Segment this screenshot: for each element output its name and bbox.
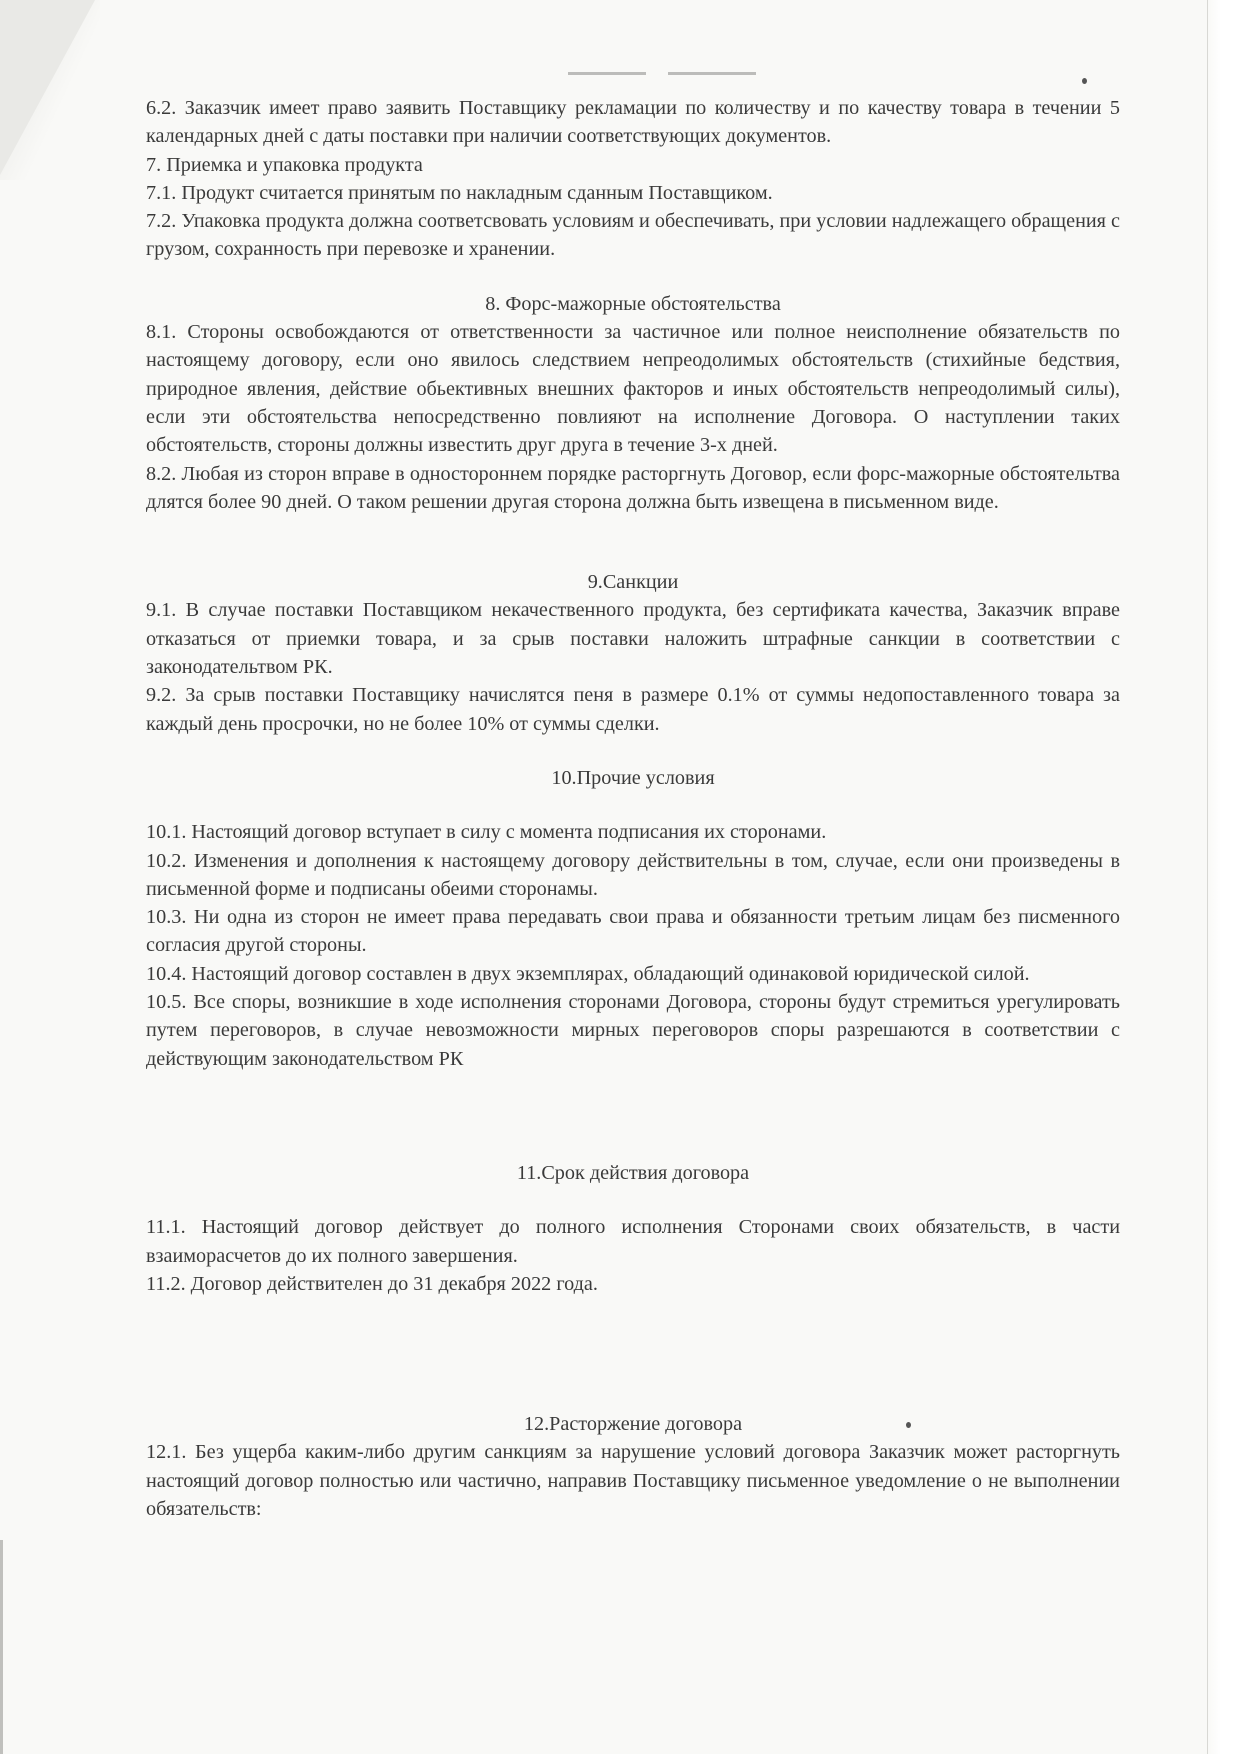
section-12-heading: 12.Расторжение договора	[523, 1413, 743, 1436]
clause-9-1: 9.1. В случае поставки Поставщиком некачественного продукта, без сертификата качества, Заказчик вправе отказаться от приемки товара, и за срыв поставки наложить штрафные санкции в соответствии с законодательтвом РК.	[146, 599, 1120, 679]
clause-11-1: 11.1. Настоящий договор действует до полного исполнения Сторонами своих обязательств, в части взаиморасчетов до их полного завершения.	[146, 1216, 1120, 1267]
scan-right-edge	[1207, 0, 1240, 1754]
clause-11-2: 11.2. Договор действителен до 31 декабря 2022 года.	[146, 1272, 598, 1295]
clause-10-1: 10.1. Настоящий договор вступает в силу с момента подписания их сторонами.	[146, 821, 827, 844]
clause-10-5: 10.5. Все споры, возникшие в ходе исполнения сторонами Договора, стороны будут стремиться урегулировать путем переговоров, в случае невозможности мирных переговоров споры разрешаются в соответствии с действующим законодательством РК	[146, 991, 1120, 1070]
clause-7-1: 7.1. Продукт считается принятым по накладным сданным Поставщиком.	[146, 181, 773, 204]
clause-12-1: 12.1. Без ущерба каким-либо другим санкциям за нарушение условий договора Заказчик может расторгнуть настоящий договор полностью или частично, направив Поставщику письменное уведомление о не выполнении обязательств:	[146, 1441, 1120, 1520]
clause-9-2: 9.2. За срыв поставки Поставщику начислятся пеня в размере 0.1% от суммы недопоставленного товара за каждый день просрочки, но не более 10% от суммы сделки.	[146, 684, 1120, 735]
scan-corner-fold	[0, 0, 95, 175]
scan-top-mark	[668, 72, 756, 75]
clause-8-1: 8.1. Стороны освобождаются от ответственности за частичное или полное неисполнение обязательств по настоящему договору, если оно явилось следствием непреодолимых обстоятельств (стихийные бедствия, природное явления, действие обьективных внешних факторов и иных обстоятельств непреодолимый силы), если эти обстоятельства непосредственно повлияют на исполнение Договора. О наступлении таких обстоятельств, стороны должны известить друг друга в течение 3-х дней.	[146, 321, 1120, 457]
clause-10-4: 10.4. Настоящий договор составлен в двух экземплярах, обладающий одинаковой юридической силой.	[146, 962, 1030, 985]
clause-10-2: 10.2. Изменения и дополнения к настоящему договору действительны в том, случае, если они произведены в письменной форме и подписаны обеими сторонамы.	[146, 849, 1120, 900]
section-9-heading: 9.Санкции	[587, 571, 679, 594]
clause-7-2: 7.2. Упаковка продукта должна соответсвовать условиям и обеспечивать, при условии надлежащего обращения с грузом, сохранность при перевозке и хранении.	[146, 210, 1120, 261]
section-10-heading: 10.Прочие условия	[551, 766, 715, 789]
clause-10-3: 10.3. Ни одна из сторон не имеет права передавать свои права и обязанности третьим лицам без писменного согласия другой стороны.	[146, 906, 1120, 957]
document-body	[146, 94, 1120, 1523]
clause-8-2: 8.2. Любая из сторон вправе в одностороннем порядке расторгнуть Договор, если форс-мажорные обстоятельтва длятся более 90 дней. О таком решении другая сторона должна быть извещена в письменном виде.	[146, 462, 1120, 513]
clause-6-2: 6.2. Заказчик имеет право заявить Поставщику рекламации по количеству и по качеству товара в течении 5 календарных дней с даты поставки при наличии соответствующих документов.	[146, 97, 1120, 148]
section-11-heading: 11.Срок действия договора	[516, 1161, 750, 1184]
scan-top-mark	[568, 72, 646, 75]
section-7-heading: 7. Приемка и упаковка продукта	[146, 153, 423, 176]
section-8-heading: 8. Форс-мажорные обстоятельства	[485, 292, 781, 315]
scan-speck	[1082, 78, 1087, 84]
scan-left-edge	[0, 1540, 3, 1754]
